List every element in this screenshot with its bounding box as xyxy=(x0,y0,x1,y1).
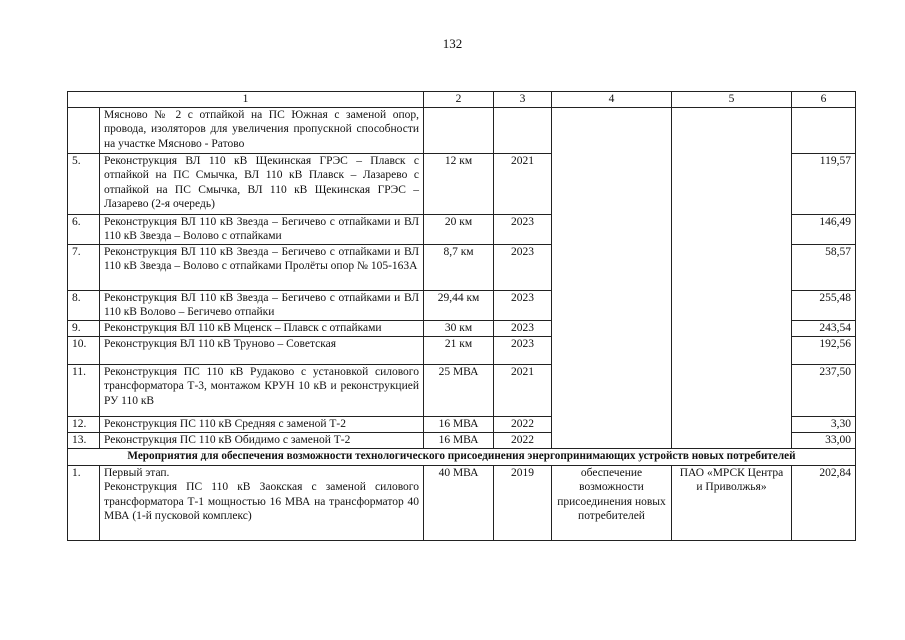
page-number: 132 xyxy=(442,36,463,51)
section-title: Мероприятия для обеспечения возможности технологического присоединения энергопринимающих устройств новых потребителей xyxy=(68,448,856,465)
row-capacity: 30 км xyxy=(424,320,494,336)
row-year: 2022 xyxy=(494,416,552,432)
row-cost: 3,30 xyxy=(792,416,856,432)
row-capacity: 12 км xyxy=(424,153,494,214)
row-year: 2023 xyxy=(494,290,552,320)
row-capacity: 20 км xyxy=(424,214,494,244)
purpose-merged-cell xyxy=(552,107,672,448)
section-header-row xyxy=(68,448,856,465)
row-number: 12. xyxy=(68,416,100,432)
row-responsible: ПАО «МРСК Центра и Приволжья» xyxy=(672,465,792,540)
row-number: 10. xyxy=(68,336,100,364)
row-year: 2023 xyxy=(494,320,552,336)
row-cost: 119,57 xyxy=(792,153,856,214)
row-name: Реконструкция ВЛ 110 кВ Щекинская ГРЭС – Плавск с отпайкой на ПС Смычка, ВЛ 110 кВ Плавск – Лазарево с отпайкой на ПС Смычка, ВЛ 110 кВ Щекинская ГРЭС – Лазарево (2-я очередь) xyxy=(100,153,424,214)
row-capacity: 16 МВА xyxy=(424,432,494,448)
row-number: 9. xyxy=(68,320,100,336)
row-number: 13. xyxy=(68,432,100,448)
row-year xyxy=(494,107,552,153)
row-cost: 146,49 xyxy=(792,214,856,244)
row-capacity xyxy=(424,107,494,153)
row-name: Реконструкция ВЛ 110 кВ Звезда – Бегичево с отпайками и ВЛ 110 кВ Звезда – Волово с отпайками xyxy=(100,214,424,244)
table-row xyxy=(68,107,856,153)
row-cost: 33,00 xyxy=(792,432,856,448)
header-row xyxy=(68,92,856,108)
row-year: 2021 xyxy=(494,153,552,214)
row-name: Реконструкция ВЛ 110 кВ Звезда – Бегичево с отпайками и ВЛ 110 кВ Звезда – Волово с отпайками Пролёты опор № 105-163А xyxy=(100,244,424,290)
row-year: 2023 xyxy=(494,244,552,290)
row-capacity: 16 МВА xyxy=(424,416,494,432)
row-cost: 202,84 xyxy=(792,465,856,540)
row-cost: 243,54 xyxy=(792,320,856,336)
row-year: 2021 xyxy=(494,364,552,416)
row-name: Реконструкция ВЛ 110 кВ Мценск – Плавск с отпайками xyxy=(100,320,424,336)
header-col-6: 6 xyxy=(792,92,856,108)
table-row xyxy=(68,465,856,540)
row-capacity: 29,44 км xyxy=(424,290,494,320)
row-number: 6. xyxy=(68,214,100,244)
row-name: Реконструкция ВЛ 110 кВ Звезда – Бегичево с отпайками и ВЛ 110 кВ Волово – Бегичево отпайки xyxy=(100,290,424,320)
row-number: 7. xyxy=(68,244,100,290)
investment-table xyxy=(67,91,856,541)
row-capacity: 8,7 км xyxy=(424,244,494,290)
header-col-1: 1 xyxy=(68,92,424,108)
row-purpose: обеспечение возможности присоединения новых потребителей xyxy=(552,465,672,540)
row-number xyxy=(68,107,100,153)
row-cost xyxy=(792,107,856,153)
row-number: 8. xyxy=(68,290,100,320)
row-name: Реконструкция ПС 110 кВ Рудаково с установкой силового трансформатора Т-3, монтажом КРУН 10 кВ и реконструкцией РУ 110 кВ xyxy=(100,364,424,416)
row-name: Реконструкция ПС 110 кВ Средняя с заменой Т-2 xyxy=(100,416,424,432)
row-number: 5. xyxy=(68,153,100,214)
row-number: 1. xyxy=(68,465,100,540)
row-name: Мясново № 2 с отпайкой на ПС Южная с заменой опор, провода, изоляторов для увеличения пропускной способности на участке Мясново - Ратово xyxy=(100,107,424,153)
row-year: 2023 xyxy=(494,336,552,364)
header-col-2: 2 xyxy=(424,92,494,108)
row-cost: 192,56 xyxy=(792,336,856,364)
row-cost: 255,48 xyxy=(792,290,856,320)
row-year: 2019 xyxy=(494,465,552,540)
row-name: Реконструкция ПС 110 кВ Обидимо с заменой Т-2 xyxy=(100,432,424,448)
row-cost: 237,50 xyxy=(792,364,856,416)
row-capacity: 40 МВА xyxy=(424,465,494,540)
row-name xyxy=(100,465,424,540)
row-capacity: 21 км xyxy=(424,336,494,364)
row-stage-label: Первый этап. xyxy=(104,466,170,479)
responsible-merged-cell xyxy=(672,107,792,448)
header-col-4: 4 xyxy=(552,92,672,108)
header-col-3: 3 xyxy=(494,92,552,108)
row-name-text: Реконструкция ПС 110 кВ Заокская с заменой силового трансформатора Т-1 мощностью 16 МВА на трансформатор 40 МВА (1-й пусковой комплекс) xyxy=(104,481,419,522)
row-number: 11. xyxy=(68,364,100,416)
row-year: 2022 xyxy=(494,432,552,448)
row-cost: 58,57 xyxy=(792,244,856,290)
header-col-5: 5 xyxy=(672,92,792,108)
row-name: Реконструкция ВЛ 110 кВ Труново – Советская xyxy=(100,336,424,364)
row-year: 2023 xyxy=(494,214,552,244)
row-capacity: 25 МВА xyxy=(424,364,494,416)
